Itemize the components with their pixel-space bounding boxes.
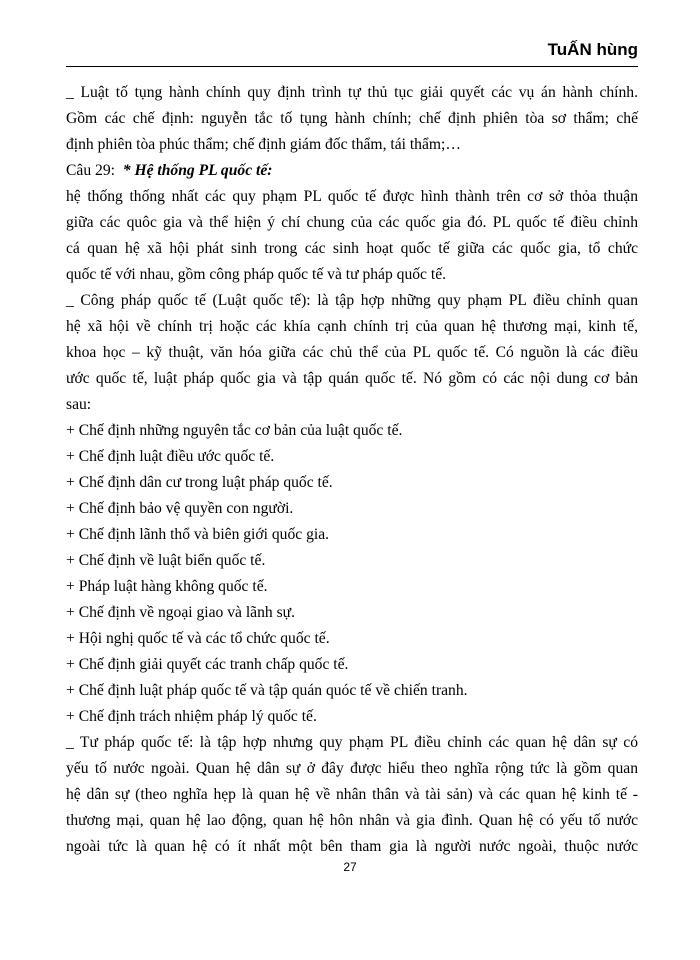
text-line: sau: [66,396,92,413]
list-item: + Chế định luật pháp quốc tế và tập quán quóc tế về chiến tranh. [66,682,468,699]
text-line: hệ xã hội về chính trị hoặc các khía cạnh chính trị của quan hệ thương mại, kinh tế, [66,318,638,335]
list-item: + Chế định những nguyên tắc cơ bản của luật quốc tế. [66,422,403,439]
text-line: khoa học – kỹ thuật, văn hóa giữa các chủ thể của PL quốc tế. Có nguồn là các điều [66,344,638,361]
list-item: + Chế định dân cư trong luật pháp quốc tế. [66,474,333,491]
text-line: giữa các quôc gia và thể hiện ý chí chung của các quốc gia đó. PL quốc tế điều chỉnh [66,214,638,231]
list-item: + Chế định về ngoại giao và lãnh sự. [66,604,296,621]
list-item: + Hội nghị quốc tế và các tổ chức quốc tế. [66,630,330,647]
text-line: ước quốc tế, luật pháp quốc gia và tập quán quốc tế. Nó gồm có các nội dung cơ bản [66,370,638,387]
paragraph-public-international-law [66,288,638,418]
text-line: quốc tế với nhau, gồm công pháp quốc tế và tư pháp quốc tế. [66,266,447,283]
text-line: _ Công pháp quốc tế (Luật quốc tế): là tập hợp những quy phạm PL điều chỉnh quan [66,292,638,309]
paragraph-international-law-definition [66,184,638,288]
list-item: + Pháp luật hàng không quốc tế. [66,578,268,595]
text-line: định phiên tòa phúc thẩm; chế định giám đốc thẩm, tái thẩm;… [66,136,461,153]
question-title: * Hệ thống PL quốc tế: [122,162,273,179]
list-item: + Chế định trách nhiệm pháp lý quốc tế. [66,708,317,725]
institution-list [66,418,638,730]
list-item: + Chế định về luật biển quốc tế. [66,552,266,569]
text-line: hệ thống thống nhất các quy phạm PL quốc tế được hình thành trên cơ sở thỏa thuận [66,188,638,205]
list-item: + Chế định lãnh thổ và biên giới quốc gia. [66,526,330,543]
list-item: + Chế định bảo vệ quyền con người. [66,500,294,517]
text-line: yếu tố nước ngoài. Quan hệ dân sự ở đây được hiểu theo nghĩa rộng tức là gồm quan [66,760,638,777]
header-author: TuẤN hùng [547,40,638,59]
text-line: hệ dân sự (theo nghĩa hẹp là quan hệ về nhân thân và tài sản) và các quan hệ kinh tế - [66,786,638,803]
paragraph-administrative-procedure [66,80,638,158]
question-heading [66,158,638,184]
list-item: + Chế định giải quyết các tranh chấp quốc tế. [66,656,349,673]
text-line: _ Tư pháp quốc tế: là tập hợp nhưng quy phạm PL điều chỉnh các quan hệ dân sự có [66,734,638,751]
text-line: Gồm các chế định: nguyễn tắc tố tụng hành chính; chế định phiên tòa sơ thẩm; chế [66,110,638,127]
text-line: thương mại, quan hệ lao động, quan hệ hôn nhân và gia đình. Quan hệ có yếu tố nước [66,812,638,829]
text-line: cá quan hệ xã hội phát sinh trong các sinh hoạt quốc tế giữa các quốc gia, tổ chức [66,240,638,257]
header-rule [66,66,638,67]
paragraph-private-international-law [66,730,638,860]
list-item: + Chế định luật điều ước quốc tế. [66,448,275,465]
text-line: ngoài tức là quan hệ có ít nhất một bên tham gia là người nước ngoài, thuộc nước [66,838,638,855]
question-number: Câu 29: [66,162,123,179]
text-line: _ Luật tố tụng hành chính quy định trình tự thủ tục giải quyết các vụ án hành chính. [66,84,638,101]
page-number: 27 [343,860,357,874]
document-body [66,80,638,860]
